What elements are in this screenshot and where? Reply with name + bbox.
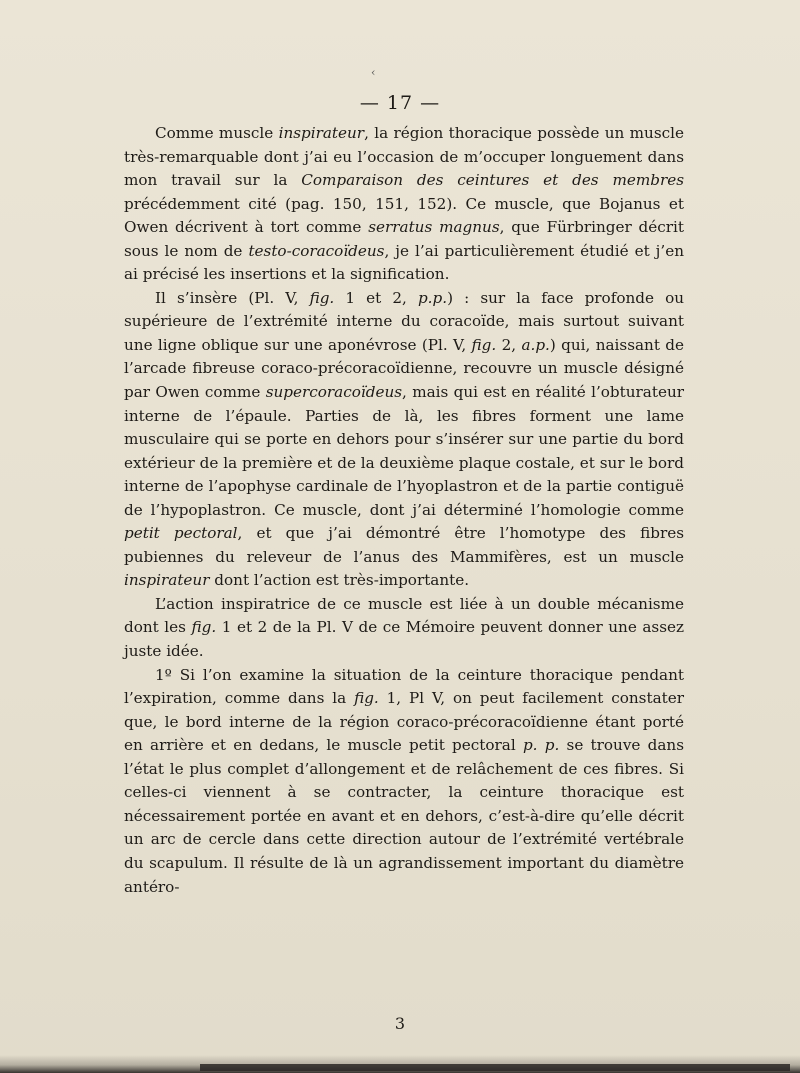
italic-text: a.p. xyxy=(521,335,550,354)
text-run: ) qui, naissant de l’arcade fibreuse coraco-précoracoïdienne, recouvre un muscle désigné par Owen comme xyxy=(124,335,684,402)
text-run: , et que j’ai démontré être l’homotype des fibres pubiennes du releveur de l’anus des Mammifères, est un muscle xyxy=(124,524,684,566)
text-run: 1º Si l’on examine la situation de la ceinture thoracique pendant l’expiration, comme dans la xyxy=(124,665,684,708)
paragraph xyxy=(124,122,684,287)
text-run: 2, xyxy=(496,335,522,354)
italic-text: Comparaison des ceintures et des membres xyxy=(301,171,685,190)
text-run: se trouve dans l’état le plus complet d’allongement et de relâchement de ces fibres. Si celles-ci viennent à se contracter, la ceinture thoracique est nécessairement portée en avant et en dehors, c’est-à-dire qu’elle décrit un arc de cercle dans cette direction autour de l’extrémité vertébrale du scapulum. Il résulte de là un agrandissement important du diamètre antéro- xyxy=(124,736,684,896)
text-run: L’action inspiratrice de ce muscle est liée à un double mécanisme dont les xyxy=(124,594,684,637)
text-run: 1, Pl V, on peut facilement constater que, le bord interne de la région coraco-précoracoïdienne étant porté en arrière et en dedans, le muscle petit pectoral xyxy=(124,689,684,755)
paragraph xyxy=(124,593,684,664)
italic-text: fig. xyxy=(191,618,217,637)
paragraph xyxy=(124,287,684,593)
page-number: — 17 — xyxy=(359,92,441,114)
text-run: 1 et 2 de la Pl. V de ce Mémoire peuvent donner une assez juste idée. xyxy=(124,618,684,661)
italic-text: p. p. xyxy=(522,736,560,755)
text-run: dont l’action est très-importante. xyxy=(209,571,470,590)
binding-strip xyxy=(200,1064,790,1071)
signature-mark: 3 xyxy=(394,1014,406,1033)
italic-text: petit pectoral xyxy=(124,524,238,543)
text-run: , la région thoracique possède un muscle très-remarquable dont j’ai eu l’occasion de m’occuper longuement dans mon travail sur la xyxy=(124,124,684,190)
text-run: , je l’ai particulièrement étudié et j’en ai précisé les insertions et la signification. xyxy=(124,241,684,284)
italic-text: fig. xyxy=(354,689,379,708)
text-run: Comme muscle xyxy=(155,124,279,142)
text-run: 1 et 2, xyxy=(334,288,418,307)
text-run: précédemment cité (pag. 150, 151, 152). Ce muscle, que Bojanus et Owen décrivent à tort comme xyxy=(124,194,684,237)
paragraph xyxy=(124,664,684,899)
margin-mark: ‹ xyxy=(371,66,376,79)
body-text xyxy=(124,122,684,899)
italic-text: inspirateur xyxy=(124,571,210,590)
italic-text: fig. xyxy=(471,335,497,354)
text-run: Il s’insère (Pl. V, xyxy=(155,288,310,307)
italic-text: supercoracoïdeus xyxy=(265,383,403,402)
italic-text: fig. xyxy=(309,288,335,307)
italic-text: serratus magnus xyxy=(368,218,500,237)
italic-text: p.p. xyxy=(417,288,448,307)
text-run: , que Fürbringer décrit sous le nom de xyxy=(124,218,684,260)
italic-text: inspirateur xyxy=(278,124,365,142)
italic-text: testo-coracoïdeus xyxy=(248,241,385,260)
text-run: ) : sur la face profonde ou supérieure de l’extrémité interne du coracoïde, mais surtout suivant une ligne oblique sur une aponévrose (Pl. V, xyxy=(124,288,684,354)
text-run: , mais qui est en réalité l’obturateur interne de l’épaule. Parties de là, les fibres forment une lame musculaire qui se porte en dehors pour s’insérer sur une partie du bord extérieur de la première et de la deuxième plaque costale, et sur le bord interne de l’apophyse cardinale de l’hyoplastron et de la partie contiguë de l’hypoplastron. Ce muscle, dont j’ai déterminé l’homologie comme xyxy=(124,383,684,519)
